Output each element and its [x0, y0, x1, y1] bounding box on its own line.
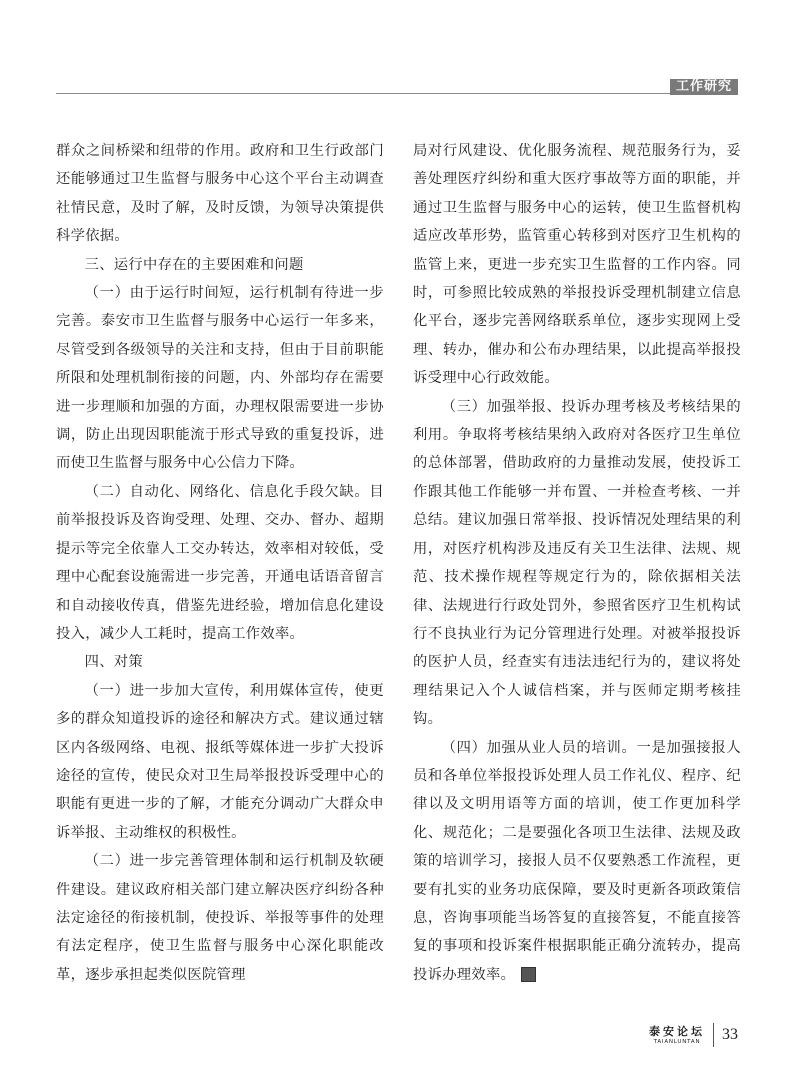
section-label: 工作研究: [670, 79, 738, 95]
section-heading: 四、对策: [84, 654, 143, 671]
paragraph: （一）由于运行时间短，运行机制有待进一步完善。泰安市卫生监督与服务中心运行一年多来，尽管受到各级领导的关注和支持，但由于目前职能所限和处理机制衔接的问题，内、外部均存在需要进一步理顺和加强的方面，办理权限需要进一步协调，防止出现因职能流于形式导致的重复投诉，进而使卫生监督与服务中心公信力下降。: [56, 285, 384, 472]
left-column: [56, 137, 384, 989]
paragraph: （三）加强举报、投诉办理考核及考核结果的利用。争取将考核结果纳入政府对各医疗卫生单位的总体部署，借助政府的力量推动发展，使投诉工作跟其他工作能够一并布置、一并检查考核、一并总结。建议加强日常举报、投诉情况处理结果的利用，对医疗机构涉及违反有关卫生法律、法规、规范、技术操作规程等规定行为的，除依据相关法律、法规进行行政处罚外，参照省医疗卫生机构试行不良执业行为记分管理进行处理。对被举报投诉的医护人员，经查实有违法违纪行为的，建议将处理结果记入个人诚信档案，并与医师定期考核挂钩。: [413, 398, 741, 728]
journal-logo: [649, 1025, 705, 1046]
page-number: 33: [722, 1026, 738, 1043]
right-column: [413, 137, 741, 989]
paragraph: （一）进一步加大宣传，利用媒体宣传，使更多的群众知道投诉的途径和解决方式。建议通过辖区内各级网络、电视、报纸等媒体进一步扩大投诉途径的宣传，使民众对卫生局举报投诉受理中心的职能有更进一步的了解，才能充分调动广大群众申诉举报、主动维权的积极性。: [56, 682, 384, 841]
section-heading: 三、运行中存在的主要困难和问题: [84, 256, 304, 273]
journal-name-latin: TAIANLUNTAN: [653, 1038, 701, 1045]
paragraph: 局对行风建设、优化服务流程、规范服务行为，妥善处理医疗纠纷和重大医疗事故等方面的职能，并通过卫生监督与服务中心的运转，使卫生监督机构适应改革形势，监管重心转移到对医疗卫生机构的监管上来，更进一步充实卫生监督的工作内容。同时，可参照比较成熟的举报投诉受理机制建立信息化平台，逐步完善网络联系单位，逐步实现网上受理、转办，催办和公布办理结果，以此提高举报投诉受理中心行政效能。: [413, 143, 741, 387]
end-of-article-icon: TA: [521, 967, 536, 982]
paragraph: [413, 734, 741, 990]
header-rule: [56, 93, 738, 94]
paragraph: 群众之间桥梁和纽带的作用。政府和卫生行政部门还能够通过卫生监督与服务中心这个平台主动调查社情民意，及时了解，及时反馈，为领导决策提供科学依据。: [56, 143, 384, 245]
paragraph-text: （四）加强从业人员的培训。一是加强接报人员和各单位举报投诉处理人员工作礼仪、程序、纪律以及文明用语等方面的培训，使工作更加科学化、规范化；二是要强化各项卫生法律、法规及政策的培训学习，接报人员不仅要熟悉工作流程，更要有扎实的业务功底保障，要及时更新各项政策信息，咨询事项能当场答复的直接答复，不能直接答复的事项和投诉案件根据职能正确分流转办，提高投诉办理效率。: [413, 739, 741, 983]
paragraph: （二）自动化、网络化、信息化手段欠缺。目前举报投诉及咨询受理、处理、交办、督办、超期提示等完全依靠人工交办转达，效率相对较低，受理中心配套设施需进一步完善，开通电话语音留言和自动接收传真，借鉴先进经验，增加信息化建设投入，减少人工耗时，提高工作效率。: [56, 483, 384, 642]
page-footer: [649, 1020, 738, 1050]
paragraph: （二）进一步完善管理体制和运行机制及软硬件建设。建议政府相关部门建立解决医疗纠纷各种法定途径的衔接机制，使投诉、举报等事件的处理有法定程序，使卫生监督与服务中心深化职能改革，逐步承担起类似医院管理: [56, 853, 384, 983]
journal-name: 泰安论坛: [649, 1024, 705, 1038]
footer-divider: [713, 1023, 714, 1047]
